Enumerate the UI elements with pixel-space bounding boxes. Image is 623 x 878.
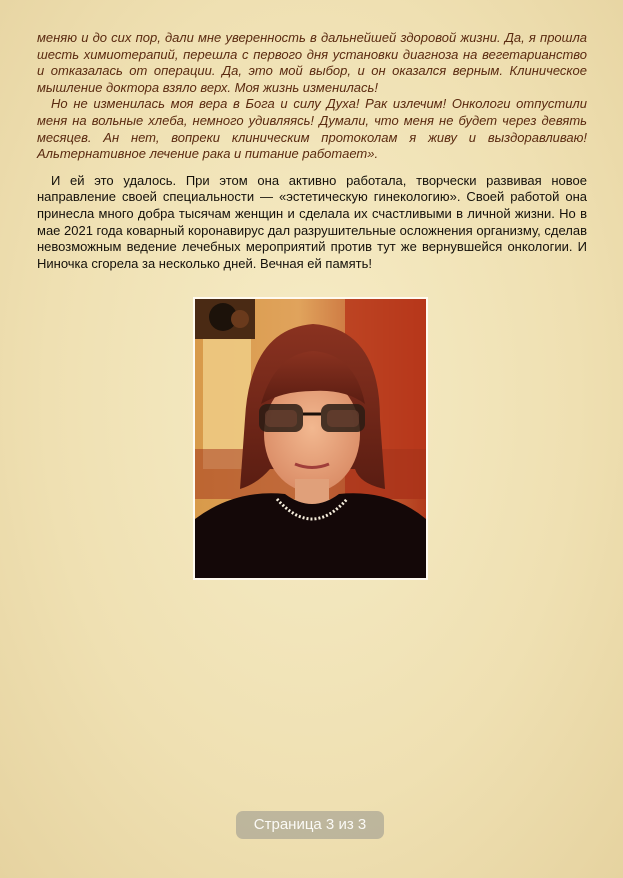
article-text bbox=[37, 30, 587, 272]
quote-paragraph-2: Но не изменилась моя вера в Бога и силу Духа! Рак излечим! Онкологи отпустили меня на вольные хлеба, немного удивляясь! Думали, что меня не будет через девять месяцев. Ан нет, вопреки клиническим протоколам я живу и выздоравливаю! Альтернативное лечение рака и питание работает». bbox=[37, 96, 587, 162]
portrait-illustration bbox=[195, 299, 426, 578]
quote-paragraph-1: меняю и до сих пор, дали мне уверенность в дальнейшей здоровой жизни. Да, я прошла шесть химиотерапий, перешла с первого дня установки диагноза на вегетарианство и отказалась от операции. Да, это мой выбор, и он оказался верным. Клиническое мышление доктора взяло верх. Моя жизнь изменилась! bbox=[37, 30, 587, 95]
portrait-photo bbox=[193, 297, 428, 580]
body-paragraph: И ей это удалось. При этом она активно работала, творчески развивая новое направление своей специальности — «эстетическую гинекологию». Своей работой она принесла много добра тысячам женщин и сделала их счастливыми в личной жизни. Но в мае 2021 года коварный коронавирус дал разрушительные осложнения организму, сделав невозможным ведение лечебных мероприятий против тут же вернувшейся онкологии. И Ниночка сгорела за несколько дней. Вечная ей память! bbox=[37, 172, 587, 271]
page-indicator: Страница 3 из 3 bbox=[236, 811, 384, 839]
